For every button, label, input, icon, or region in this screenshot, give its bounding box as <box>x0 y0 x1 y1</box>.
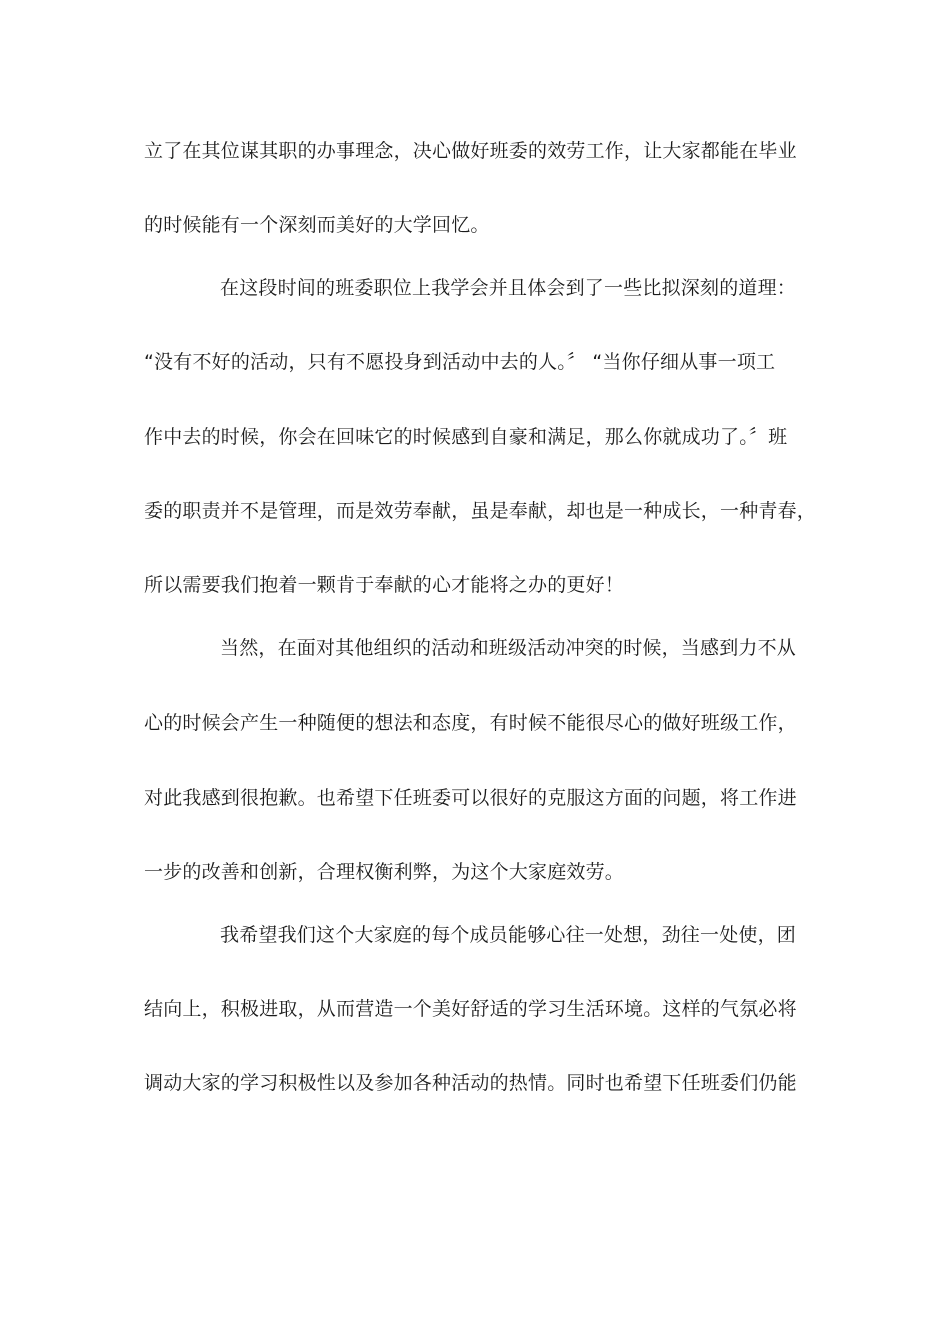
text-line: 所以需要我们抱着一颗肯于奉献的心才能将之办的更好！ <box>144 574 625 596</box>
text-line: 心的时候会产生一种随便的想法和态度，有时候不能很尽心的做好班级工作， <box>144 712 797 734</box>
text-line: 的时候能有一个深刻而美好的大学回忆。 <box>144 214 490 236</box>
text-line: 结向上，积极进取，从而营造一个美好舒适的学习生活环境。这样的气氛必将 <box>144 998 797 1020</box>
paragraph-first-line: 我希望我们这个大家庭的每个成员能够心往一处想，劲往一处使，团 <box>220 924 797 946</box>
text-line: 作中去的时候，你会在回味它的时候感到自豪和满足，那么你就成功了。〞班 <box>144 426 788 448</box>
text-line: 一步的改善和创新，合理权衡利弊，为这个大家庭效劳。 <box>144 861 625 883</box>
text-line: 委的职责并不是管理，而是效劳奉献，虽是奉献，却也是一种成长，一种青春， <box>144 500 817 522</box>
text-line: 对此我感到很抱歉。也希望下任班委可以很好的克服这方面的问题，将工作进 <box>144 787 797 809</box>
paragraph-first-line: 在这段时间的班委职位上我学会并且体会到了一些比拟深刻的道理： <box>220 277 797 299</box>
text-line: 立了在其位谋其职的办事理念，决心做好班委的效劳工作，让大家都能在毕业 <box>144 140 797 162</box>
text-line: “没有不好的活动，只有不愿投身到活动中去的人。〞 “当你仔细从事一项工 <box>144 351 776 373</box>
text-line: 调动大家的学习积极性以及参加各种活动的热情。同时也希望下任班委们仍能 <box>144 1072 797 1094</box>
paragraph-first-line: 当然，在面对其他组织的活动和班级活动冲突的时候，当感到力不从 <box>220 637 797 659</box>
